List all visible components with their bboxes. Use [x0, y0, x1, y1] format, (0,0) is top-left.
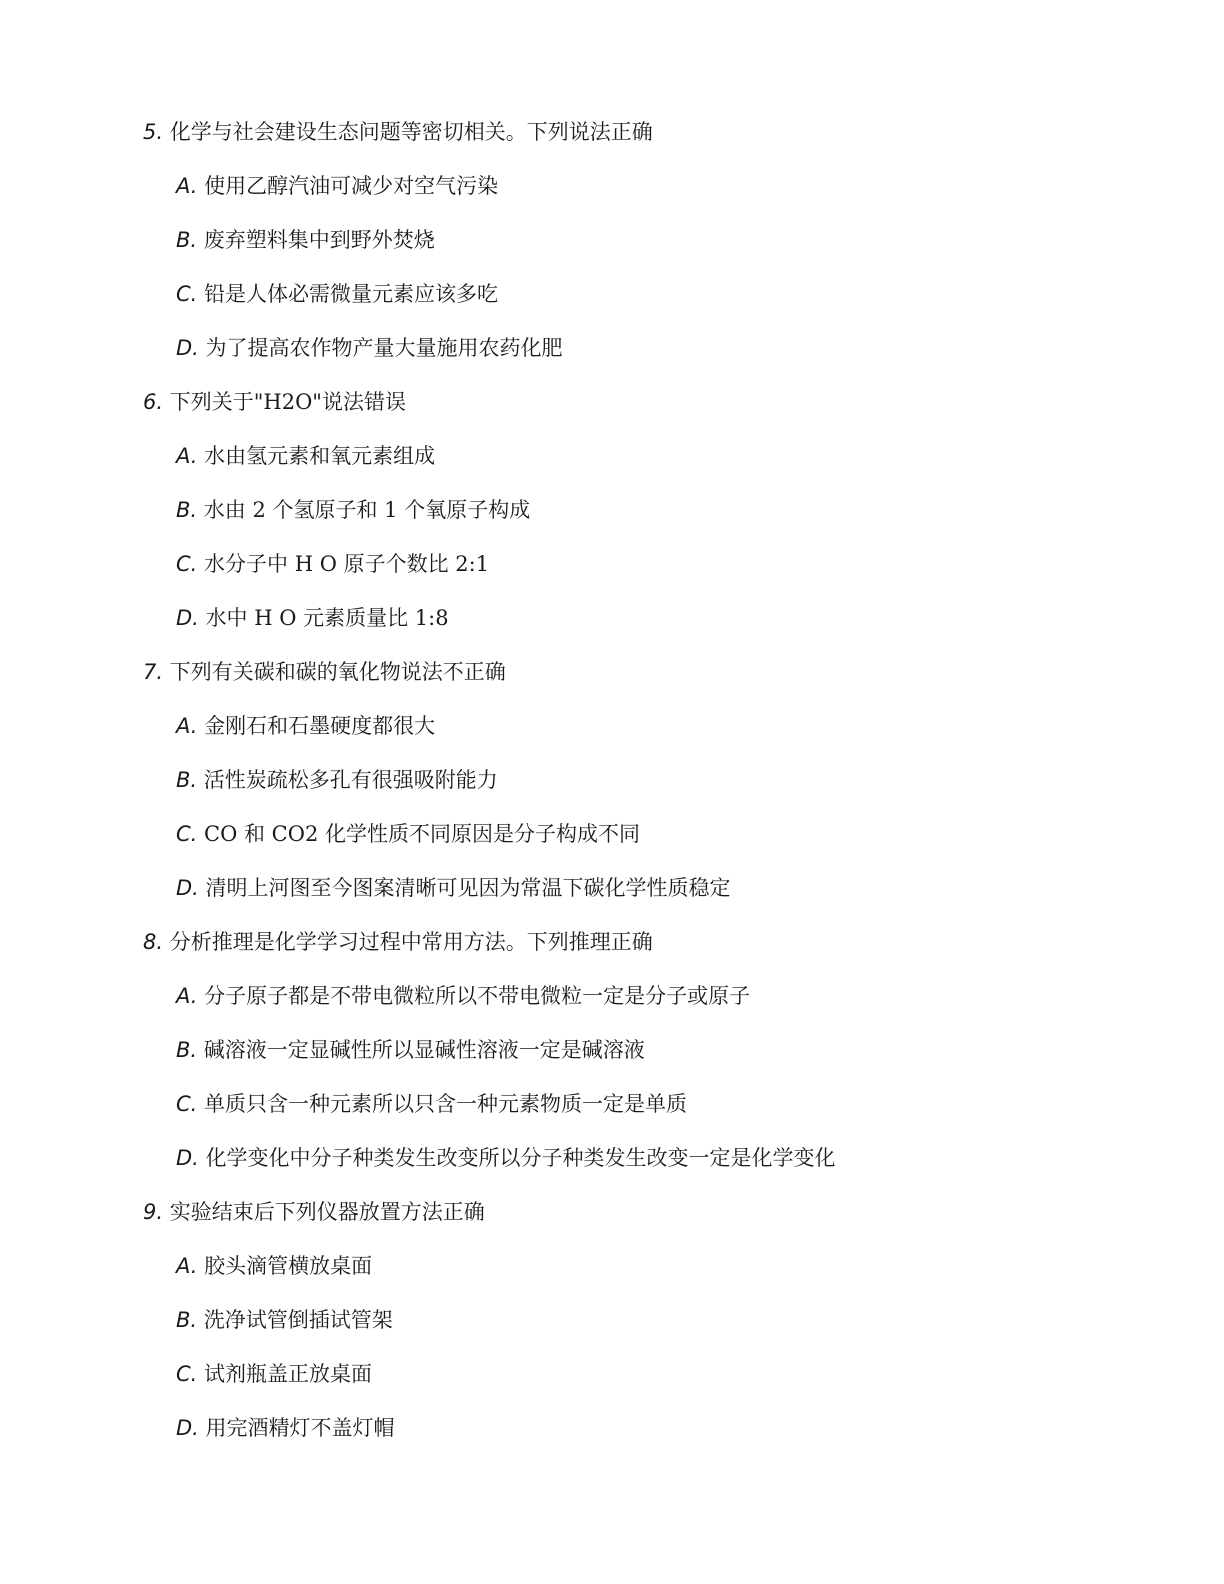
question-number: 8.: [143, 930, 164, 954]
option-letter: C.: [176, 1092, 198, 1116]
option-b: [176, 225, 435, 255]
option-letter: C.: [176, 822, 198, 846]
option-letter: B.: [176, 1038, 198, 1062]
option-text: 碱溶液一定显碱性所以显碱性溶液一定是碱溶液: [203, 1038, 645, 1062]
option-letter: A.: [176, 1254, 198, 1278]
question-stem: [143, 117, 653, 147]
option-letter: A.: [176, 444, 198, 468]
option-letter: D.: [176, 1416, 199, 1440]
option-d: [176, 1413, 395, 1443]
option-text: 为了提高农作物产量大量施用农药化肥: [205, 336, 563, 360]
option-letter: D.: [176, 606, 199, 630]
option-letter: A.: [176, 984, 198, 1008]
option-letter: C.: [176, 1362, 198, 1386]
option-text: 活性炭疏松多孔有很强吸附能力: [203, 768, 498, 792]
option-a: [176, 441, 435, 471]
option-c: [176, 1359, 372, 1389]
option-text: 清明上河图至今图案清晰可见因为常温下碳化学性质稳定: [205, 876, 731, 900]
option-b: [176, 1035, 645, 1065]
option-a: [176, 1251, 372, 1281]
option-d: [176, 873, 731, 903]
option-c: [176, 1089, 687, 1119]
question-text: 下列关于"H2O"说法错误: [169, 390, 406, 414]
option-letter: B.: [176, 228, 198, 252]
option-text: 使用乙醇汽油可减少对空气污染: [204, 174, 499, 198]
question-stem: [143, 927, 653, 957]
question-stem: [143, 657, 506, 687]
option-a: [176, 171, 498, 201]
option-letter: D.: [176, 876, 199, 900]
question-number: 7.: [143, 660, 164, 684]
option-text: 单质只含一种元素所以只含一种元素物质一定是单质: [204, 1092, 688, 1116]
option-text: 水分子中 H O 原子个数比 2:1: [204, 552, 490, 576]
question-number: 9.: [143, 1200, 164, 1224]
option-letter: A.: [176, 714, 198, 738]
option-a: [176, 711, 435, 741]
option-text: 胶头滴管横放桌面: [204, 1254, 373, 1278]
question-text: 实验结束后下列仪器放置方法正确: [169, 1200, 485, 1224]
option-text: 分子原子都是不带电微粒所以不带电微粒一定是分子或原子: [204, 984, 751, 1008]
option-c: [176, 549, 489, 579]
option-b: [176, 1305, 393, 1335]
option-text: 化学变化中分子种类发生改变所以分子种类发生改变一定是化学变化: [205, 1146, 836, 1170]
question-text: 下列有关碳和碳的氧化物说法不正确: [169, 660, 506, 684]
option-c: [176, 819, 640, 849]
option-letter: B.: [176, 768, 198, 792]
option-d: [176, 603, 449, 633]
option-text: 废弃塑料集中到野外焚烧: [203, 228, 435, 252]
option-letter: A.: [176, 174, 198, 198]
option-letter: C.: [176, 552, 198, 576]
option-letter: B.: [176, 498, 198, 522]
option-b: [176, 495, 530, 525]
option-c: [176, 279, 498, 309]
question-number: 6.: [143, 390, 164, 414]
option-text: 试剂瓶盖正放桌面: [204, 1362, 373, 1386]
question-stem: [143, 1197, 485, 1227]
option-text: CO 和 CO2 化学性质不同原因是分子构成不同: [204, 822, 640, 846]
option-text: 铅是人体必需微量元素应该多吃: [204, 282, 499, 306]
option-letter: B.: [176, 1308, 198, 1332]
option-letter: C.: [176, 282, 198, 306]
option-b: [176, 765, 498, 795]
option-text: 水由 2 个氢原子和 1 个氧原子构成: [203, 498, 531, 522]
option-letter: D.: [176, 1146, 199, 1170]
option-d: [176, 1143, 836, 1173]
option-d: [176, 333, 563, 363]
question-text: 分析推理是化学学习过程中常用方法。下列推理正确: [169, 930, 653, 954]
option-letter: D.: [176, 336, 199, 360]
question-stem: [143, 387, 406, 417]
option-text: 金刚石和石墨硬度都很大: [204, 714, 436, 738]
question-number: 5.: [143, 120, 164, 144]
option-text: 用完酒精灯不盖灯帽: [205, 1416, 395, 1440]
option-a: [176, 981, 750, 1011]
option-text: 水由氢元素和氧元素组成: [204, 444, 436, 468]
option-text: 洗净试管倒插试管架: [203, 1308, 393, 1332]
option-text: 水中 H O 元素质量比 1:8: [205, 606, 449, 630]
question-text: 化学与社会建设生态问题等密切相关。下列说法正确: [169, 120, 653, 144]
